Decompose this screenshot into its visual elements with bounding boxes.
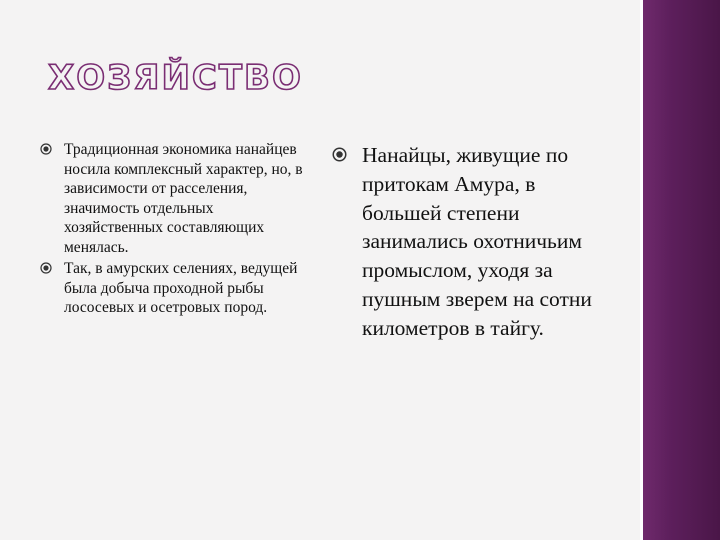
bullet-text: Нанайцы, живущие по притокам Амура, в большей степени занимались охотничьим промыслом, уходя за пушным зверем на сотни километров в тайгу. bbox=[362, 143, 592, 340]
bullet-text: Традиционная экономика нанайцев носила комплексный характер, но, в зависимости от расселения, значимость отдельных хозяйственных составляющих менялась. bbox=[64, 141, 303, 256]
bullet-item bbox=[332, 141, 604, 343]
bullet-text: Так, в амурских селениях, ведущей была добыча проходной рыбы лососевых и осетровых пород. bbox=[64, 260, 298, 316]
bullet-item bbox=[40, 140, 310, 257]
bullet-item bbox=[40, 259, 310, 318]
side-decor-band bbox=[643, 0, 720, 540]
right-bullet-list bbox=[332, 141, 604, 345]
side-decor-line bbox=[640, 0, 643, 540]
target-bullet-icon bbox=[332, 147, 347, 162]
target-bullet-icon bbox=[40, 143, 52, 155]
slide-title: ХОЗЯЙСТВО bbox=[48, 58, 303, 98]
target-bullet-icon bbox=[40, 262, 52, 274]
left-bullet-list bbox=[40, 140, 310, 320]
